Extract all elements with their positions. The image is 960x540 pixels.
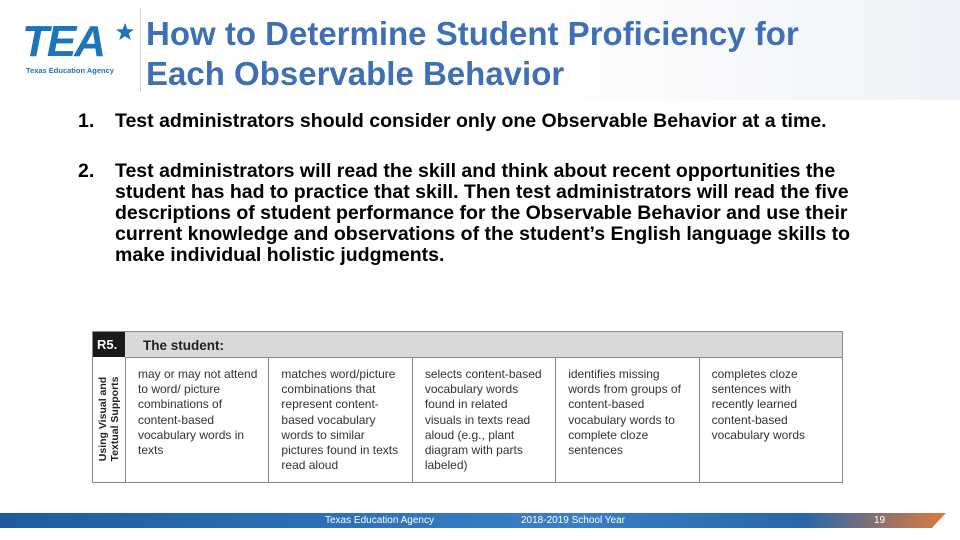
side-label-line-2: Textual Supports [109,376,121,462]
footer-org: Texas Education Agency [325,515,434,526]
rubric-code: R5. [93,332,125,357]
rubric-heading: The student: [125,332,842,357]
page-title [146,14,926,94]
rubric-table [92,331,843,483]
rubric-cell-3: selects content-based vocabulary words found in related visuals in texts read aloud (e.g., plant diagram with parts labeled) [413,358,556,482]
logo-subtitle: Texas Education Agency [26,66,114,75]
side-label-line-1: Using Visual and [97,376,109,462]
tea-logo [22,17,132,80]
list-text: Test administrators will read the skill and think about recent opportunities the student has had to practice that skill. Then test administrators will read the five descriptions of student performance for the Observable Behavior and use their current knowledge and observations of the student’s English language skills to make individual holistic judgments. [115,160,850,266]
footer-bar [0,513,946,528]
list-text: Test administrators should consider only one Observable Behavior at a time. [115,110,827,132]
title-line-2: Each Observable Behavior [146,55,565,92]
rubric-cell-4: identifies missing words from groups of content-based vocabulary words to complete cloze sentences [556,358,699,482]
list-number: 2. [78,160,95,182]
list-item [78,111,858,132]
page-number: 19 [874,515,886,526]
list-number: 1. [78,110,95,132]
logo-wordmark: TEA [22,17,104,66]
numbered-list [78,111,858,295]
rubric-side-label [93,357,125,482]
title-line-1: How to Determine Student Proficiency for [146,15,799,52]
rubric-cell-5: completes cloze sentences with recently learned content-based vocabulary words [711,367,805,442]
rubric-cell-2: matches word/picture combinations that represent content-based vocabulary words to similar pictures found in texts read aloud [269,358,412,482]
rubric-cells [125,357,842,482]
header-divider [140,8,141,92]
rubric-cell-1: may or may not attend to word/ picture combinations of content-based vocabulary words in texts [126,358,269,482]
footer-year: 2018-2019 School Year [521,515,625,526]
star-icon [115,22,135,42]
list-item [78,161,858,266]
